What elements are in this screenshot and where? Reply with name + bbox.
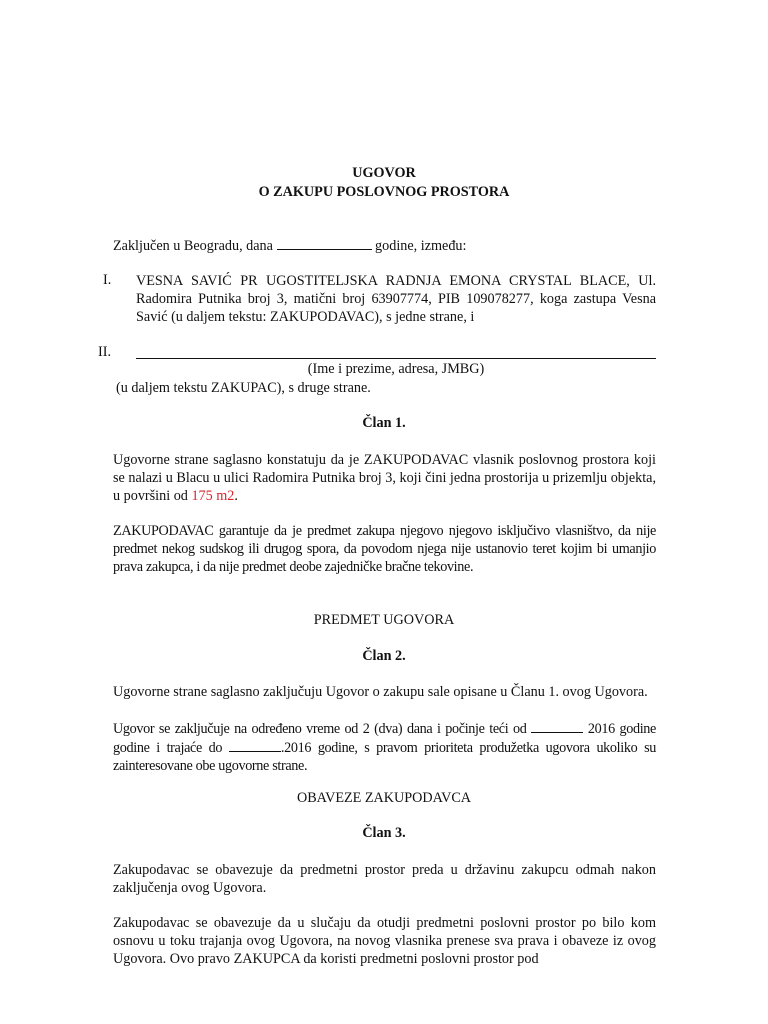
intro-text-before: Zaključen u Beogradu, dana	[113, 238, 277, 254]
party-1-text: VESNA SAVIĆ PR UGOSTITELJSKA RADNJA EMONA CRYSTAL BLACE, Ul. Radomira Putnika broj 3, matični broj 63907774, PIB 109078277, koga zastupa Vesna Savić (u daljem tekstu: ZAKUPODAVAC), s jedne strane, i	[136, 273, 656, 325]
premises-area: 175 m2	[191, 488, 235, 504]
party-2-text: (u daljem tekstu ZAKUPAC), s druge strane.	[116, 380, 371, 396]
article-2-heading: Član 2.	[362, 648, 406, 664]
article-1-paragraph-2: ZAKUPODAVAC garantuje da je predmet zakupa njegovo njegovo isključivo vlasništvo, da nije predmet nekog sudskog ili drugog spora, da povodom njega nije ustanovio teret kojim bi umanjio prava zakupca, i da nije predmet deobe zajedničke bračne tekovine.	[113, 523, 656, 575]
party-2-blank-line	[136, 358, 656, 359]
document-title	[0, 165, 768, 201]
party-1-number: I.	[103, 272, 112, 288]
article-1-heading: Član 1.	[362, 415, 406, 431]
party-2-number: II.	[98, 344, 111, 360]
title-line-1: UGOVOR	[352, 165, 416, 181]
title-line-2: O ZAKUPU POSLOVNOG PROSTORA	[258, 184, 510, 200]
article-2-para2-a: Ugovor se zaključuje na određeno vreme od 2 (dva) dana i počinje teći od	[113, 721, 532, 737]
article-1-para1-end: .	[234, 488, 238, 504]
article-1-paragraph-1	[113, 451, 656, 505]
end-date-blank	[229, 738, 281, 752]
article-3-heading: Član 3.	[362, 825, 406, 841]
party-2-caption: (Ime i prezime, adresa, JMBG)	[307, 361, 485, 377]
article-3-paragraph-1: Zakupodavac se obavezuje da predmetni prostor preda u državinu zakupcu odmah nakon zaključenja ovog Ugovora.	[113, 862, 656, 896]
section-subject-heading: PREDMET UGOVORA	[313, 612, 455, 628]
article-2-paragraph-2	[113, 719, 656, 775]
date-blank	[277, 236, 372, 250]
start-date-blank	[531, 719, 583, 733]
intro-text-after: godine, između:	[371, 238, 467, 254]
article-1-para1-text: Ugovorne strane saglasno konstatuju da je ZAKUPODAVAC vlasnik poslovnog prostora koji se nalazi u Blacu u ulici Radomira Putnika broj 3, koji čini jedna prostorija u prizemlju objekta, u površini od	[113, 452, 656, 504]
intro-line	[113, 236, 673, 255]
article-2-paragraph-1: Ugovorne strane saglasno zaključuju Ugovor o zakupu sale opisane u Članu 1. ovog Ugovora.	[113, 684, 648, 700]
article-2-para2-b: 2016 godine godine i trajaće do	[113, 721, 656, 756]
article-2-para2-c: .2016 godine, s pravom prioriteta produžetka ugovora ukoliko su zainteresovane obe ugovorne strane.	[113, 740, 656, 774]
article-3-paragraph-2: Zakupodavac se obavezuje da u slučaju da otudji predmetni poslovni prostor po bilo kom osnovu u toku trajanja ovog Ugovora, na novog vlasnika prenese sva prava i obaveze iz ovog Ugovora. Ovo pravo ZAKUPCA da koristi predmetni poslovni prostor pod	[113, 915, 656, 967]
section-obligations-heading: OBAVEZE ZAKUPODAVCA	[296, 790, 472, 806]
